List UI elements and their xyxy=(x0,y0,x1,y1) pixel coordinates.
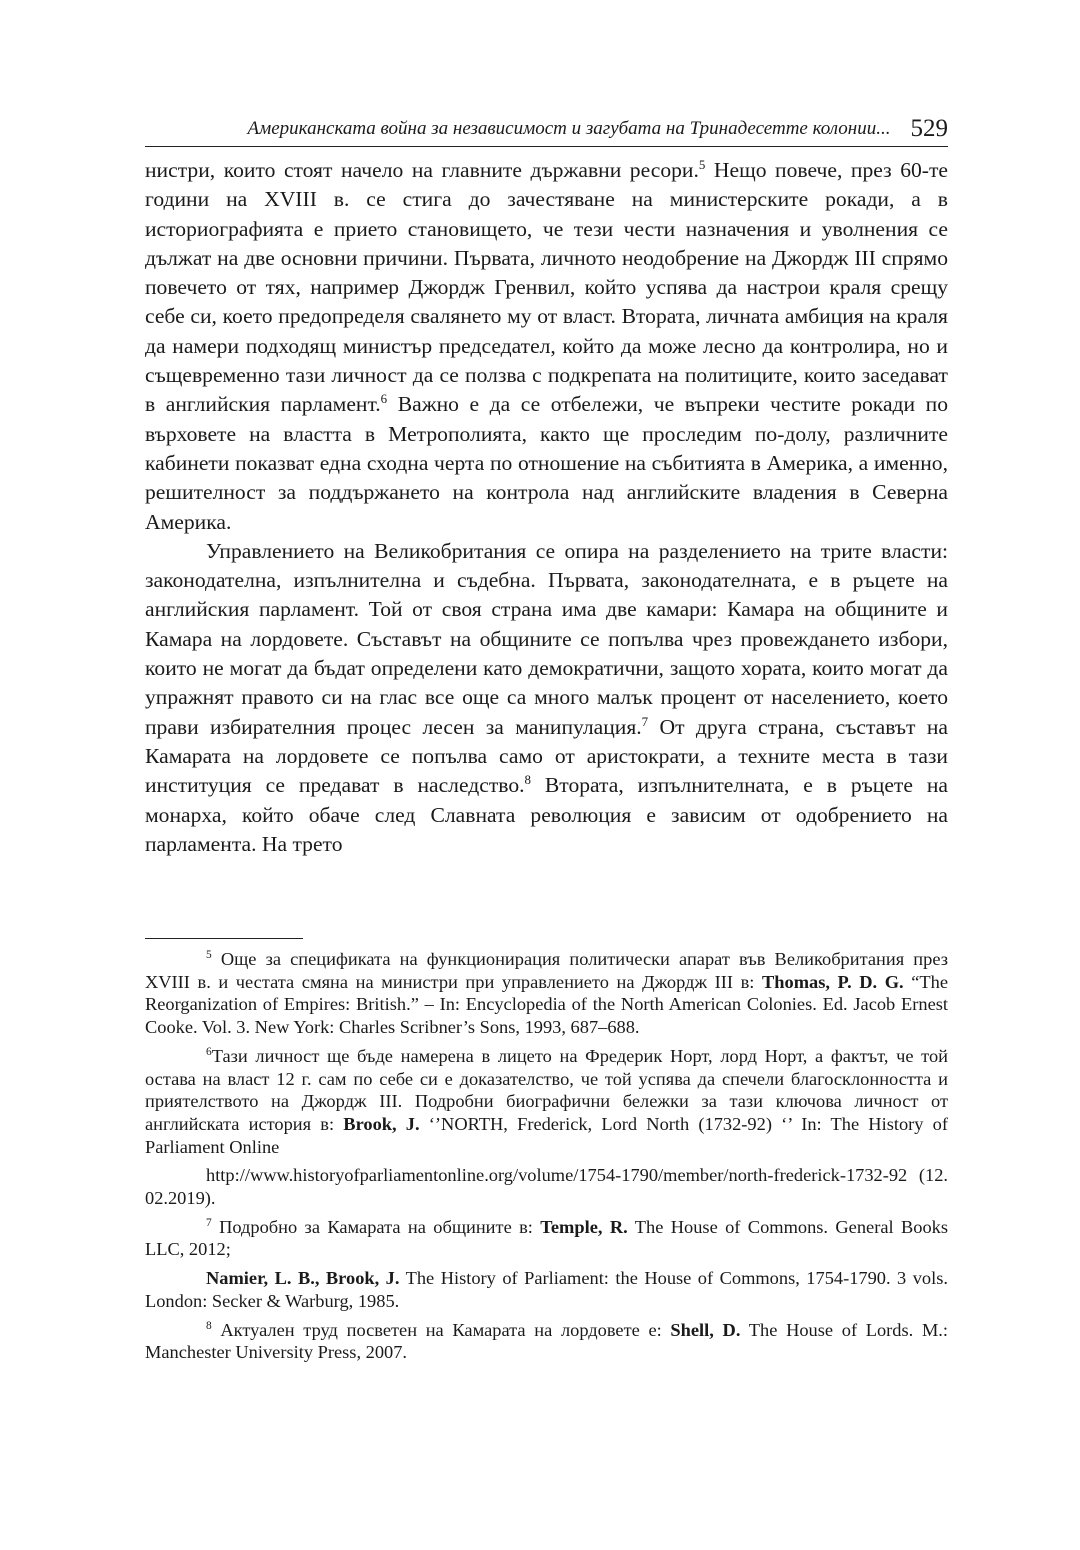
footnote-ref-7[interactable]: 7 xyxy=(641,713,649,729)
footnote-author: Temple, R. xyxy=(540,1216,628,1237)
footnote-ref-8[interactable]: 8 xyxy=(524,772,531,788)
paragraph-2: Управлението на Великобритания се опира на разделението на трите власти: законодателна, изпълнителна и съдебна. Първата, законодателната, е в ръцете на английския парламент. Той от своя страна има две камари: Камара на общините и Камара на лордовете. Съставът на общините се попълва чрез провеждането избори, които не могат да бъдат определени като демократични, защото хората, които могат да упражнят правото си на глас все още са много малък процент от населението, което прави избирателния процес лесен за манипулация.$^7$ От друга страна, съставът на Камарата на лордовете се попълва само от аристократи, а техните места в тази институция се предават в наследство.$^8$ Втората, изпълнителната, е в ръцете на монарха, който обаче след Славната революция е зависим от одобрението на парламента. На трето xyxy=(145,538,948,856)
footnote-separator xyxy=(145,938,303,939)
footnote-ref-5[interactable]: 5 xyxy=(698,156,706,172)
running-title: Американската война за независимост и загубата на Тринадесетте колонии... xyxy=(247,118,891,139)
footnote-author: Namier, L. B., Brook, J. xyxy=(206,1268,400,1289)
footnote-6: $^6$Тази личност ще бъде намерена в лицето на Фредерик Норт, лорд Норт, а фактът, че той остава на власт 12 г. сам по себе си е доказателство, че той успява да спечели благосклонността и приятелството на Джордж III. Подробни биографични бележки за тази ключова личност от английската история в: Brook, J. ‘’NORTH, Frederick, Lord North (1732-92) ‘’ In: The History of Parliament Online xyxy=(145,1045,948,1157)
footnote-7-continued: Namier, L. B., Brook, J. The History of Parliament: the House of Commons, 1754-1790. 3 vols. London: Secker & Warburg, 1985. xyxy=(145,1268,948,1311)
running-header xyxy=(145,112,948,147)
footnote-6-url[interactable]: http://www.historyofparliamentonline.org/volume/1754-1790/member/north-frederick-1732-92 (12.02.2019). xyxy=(145,1165,948,1209)
footnote-author: Brook, J. xyxy=(343,1113,420,1134)
footnotes xyxy=(145,948,948,1364)
paragraph-1: нистри, които стоят начело на главните държавни ресори.$^5$ Нещо повече, през 60-те години на XVIII в. се стига до зачестяване на министерските рокади, а в историографията е прието становището, че тези чести назначения и уволнения се дължат на две основни причини. Първата, личното неодобрение на Джордж III спрямо повечето от тях, например Джордж Гренвил, който успява да настрои краля срещу себе си, което предопределя свалянето му от власт. Втората, личната амбиция на краля да намери подходящ министър председател, който да може лесно да контролира, но и същевременно тази личност да се ползва с подкрепата на политиците, които заседават в английския парламент.$^6$ Важно е да се отбележи, че въпреки честите рокади по върховете на властта в Метрополията, както ще проследим по-долу, различните кабинети показват една сходна черта по отношение на събитията в Америка, а именно, решителност за поддържането на контрола над английските владения в Северна Америка. xyxy=(145,156,949,534)
footnote-5: $^5$ Още за спецификата на функционирация политически апарат във Великобритания през XVIII в. и честата смяна на министри при управлението на Джордж III в: Thomas, P. D. G. “The Reorganization of Empires: British.” – In: Encyclopedia of the North American Colonies. Ed. Jacob Ernest Cooke. Vol. 3. New York: Charles Scribner’s Sons, 1993, 687–688. xyxy=(145,948,948,1038)
footnote-8: $^8$ Актуален труд посветен на Камарата на лордовете е: Shell, D. The House of Lords. M.: Manchester University Press, 2007. xyxy=(145,1319,949,1363)
page-number: 529 xyxy=(910,115,948,142)
footnote-ref-6[interactable]: 6 xyxy=(380,391,388,407)
footnote-7: $^7$ Подробно за Камарата на общините в: Temple, R. The House of Commons. General Books LLC, 2012; xyxy=(145,1216,948,1260)
main-text xyxy=(145,156,948,859)
footnote-author: Thomas, P. D. G. xyxy=(762,971,904,992)
footnote-author: Shell, D. xyxy=(670,1319,741,1340)
